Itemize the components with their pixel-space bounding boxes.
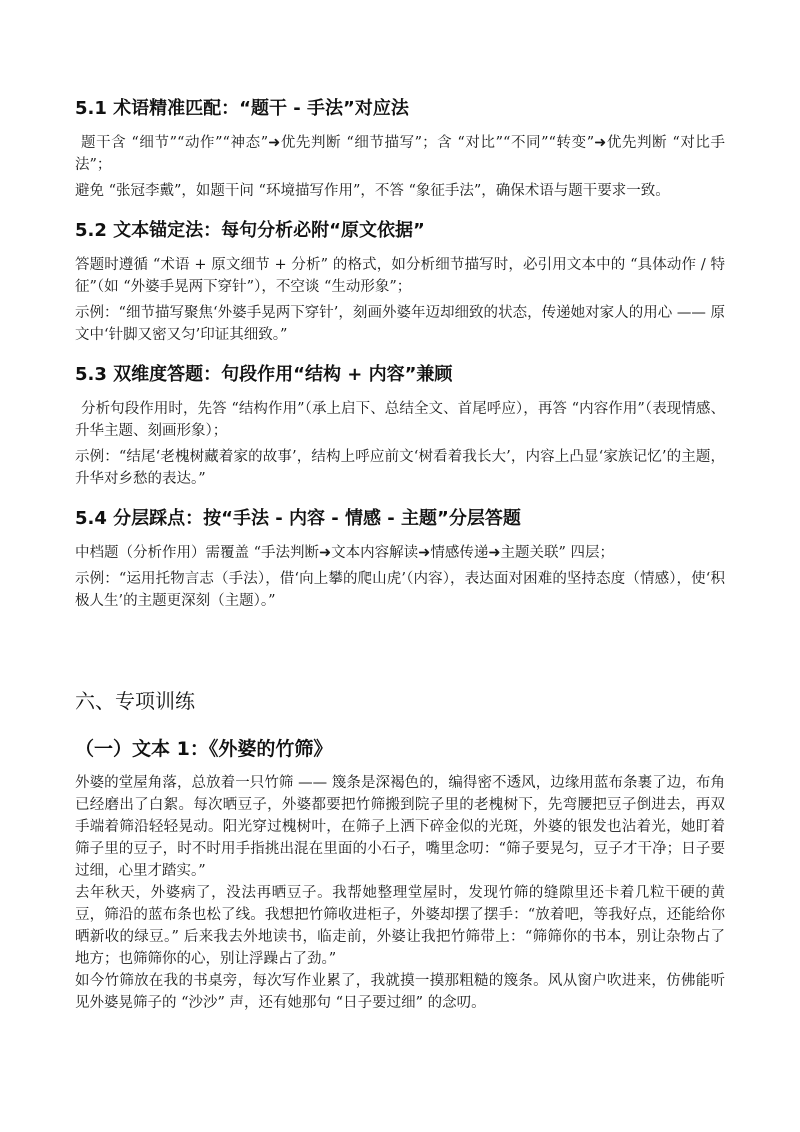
- paragraph: 避免 “张冠李戴”，如题干问 “环境描写作用”，不答 “象征手法”，确保术语与题干要求一致。: [75, 183, 670, 199]
- section-5-2: [75, 218, 725, 346]
- paragraph: 分析句段作用时，先答 “结构作用”（承上启下、总结全文、首尾呼应），再答 “内容作用”（表现情感、升华主题、刻画形象）；: [75, 401, 725, 439]
- passage-paragraph: 外婆的堂屋角落，总放着一只竹筛 —— 篾条是深褐色的，编得密不透风，边缘用蓝布条裹了边，布角已经磨出了白絮。每次晒豆子，外婆都要把竹筛搬到院子里的老槐树下，先弯腰把豆子倒进去，再双手端着筛沿轻轻晃动。阳光穿过槐树叶，在筛子上洒下碎金似的光斑，外婆的银发也沾着光，她盯着筛子里的豆子，时不时用手指挑出混在里面的小石子，嘴里念叨：“筛子要晃匀，豆子才干净；日子要过细，心里才踏实。”: [75, 775, 725, 879]
- part-heading: 六、专项训练: [75, 689, 195, 713]
- passage-paragraph: 去年秋天，外婆病了，没法再晒豆子。我帮她整理堂屋时，发现竹筛的缝隙里还卡着几粒干硬的黄豆，筛沿的蓝布条也松了线。我想把竹筛收进柜子，外婆却摆了摆手：“放着吧，等我好点，还能给你晒新收的绿豆。” 后来我去外地读书，临走前，外婆让我把竹筛带上：“筛筛你的书本，别让杂物占了地方；也筛筛你的心，别让浮躁占了劲。”: [75, 885, 725, 967]
- text-title: （一）文本 1：《外婆的竹筛》: [75, 738, 333, 760]
- paragraph: 中档题（分析作用）需覆盖 “手法判断➜文本内容解读➜情感传递➜主题关联” 四层；: [75, 545, 614, 561]
- section-5-3: [75, 362, 725, 490]
- paragraph: 题干含 “细节”“动作”“神态”➜优先判断 “细节描写”；含 “对比”“不同”“转变”➜优先判断 “对比手法”；: [75, 135, 725, 173]
- section-heading: 5.2 文本锚定法：每句分析必附“原文依据”: [75, 220, 425, 241]
- section-heading: 5.3 双维度答题：句段作用“结构 + 内容”兼顾: [75, 364, 453, 385]
- section-5-1: [75, 96, 725, 202]
- section-heading: 5.1 术语精准匹配：“题干 - 手法”对应法: [75, 98, 409, 119]
- passage-paragraph: 如今竹筛放在我的书桌旁，每次写作业累了，我就摸一摸那粗糙的篾条。风从窗户吹进来，仿佛能听见外婆晃筛子的 “沙沙” 声，还有她那句 “日子要过细” 的念叨。: [75, 973, 725, 1011]
- example-paragraph: 示例：“细节描写聚焦‘外婆手晃两下穿针’，刻画外婆年迈却细致的状态，传递她对家人的用心 —— 原文中‘针脚又密又匀’印证其细致。”: [75, 305, 725, 343]
- section-5-4: [75, 506, 725, 612]
- section-heading: 5.4 分层踩点：按“手法 - 内容 - 情感 - 主题”分层答题: [75, 508, 521, 529]
- example-paragraph: 示例：“结尾‘老槐树藏着家的故事’，结构上呼应前文‘树看着我长大’，内容上凸显‘家族记忆’的主题，升华对乡愁的表达。”: [75, 449, 725, 487]
- example-paragraph: 示例：“运用托物言志（手法），借‘向上攀的爬山虎’（内容），表达面对困难的坚持态度（情感），使‘积极人生’的主题更深刻（主题）。”: [75, 571, 725, 609]
- paragraph: 答题时遵循 “术语 + 原文细节 + 分析” 的格式，如分析细节描写时，必引用文本中的 “具体动作 / 特征”（如 “外婆手晃两下穿针”），不空谈 “生动形象”；: [75, 257, 725, 295]
